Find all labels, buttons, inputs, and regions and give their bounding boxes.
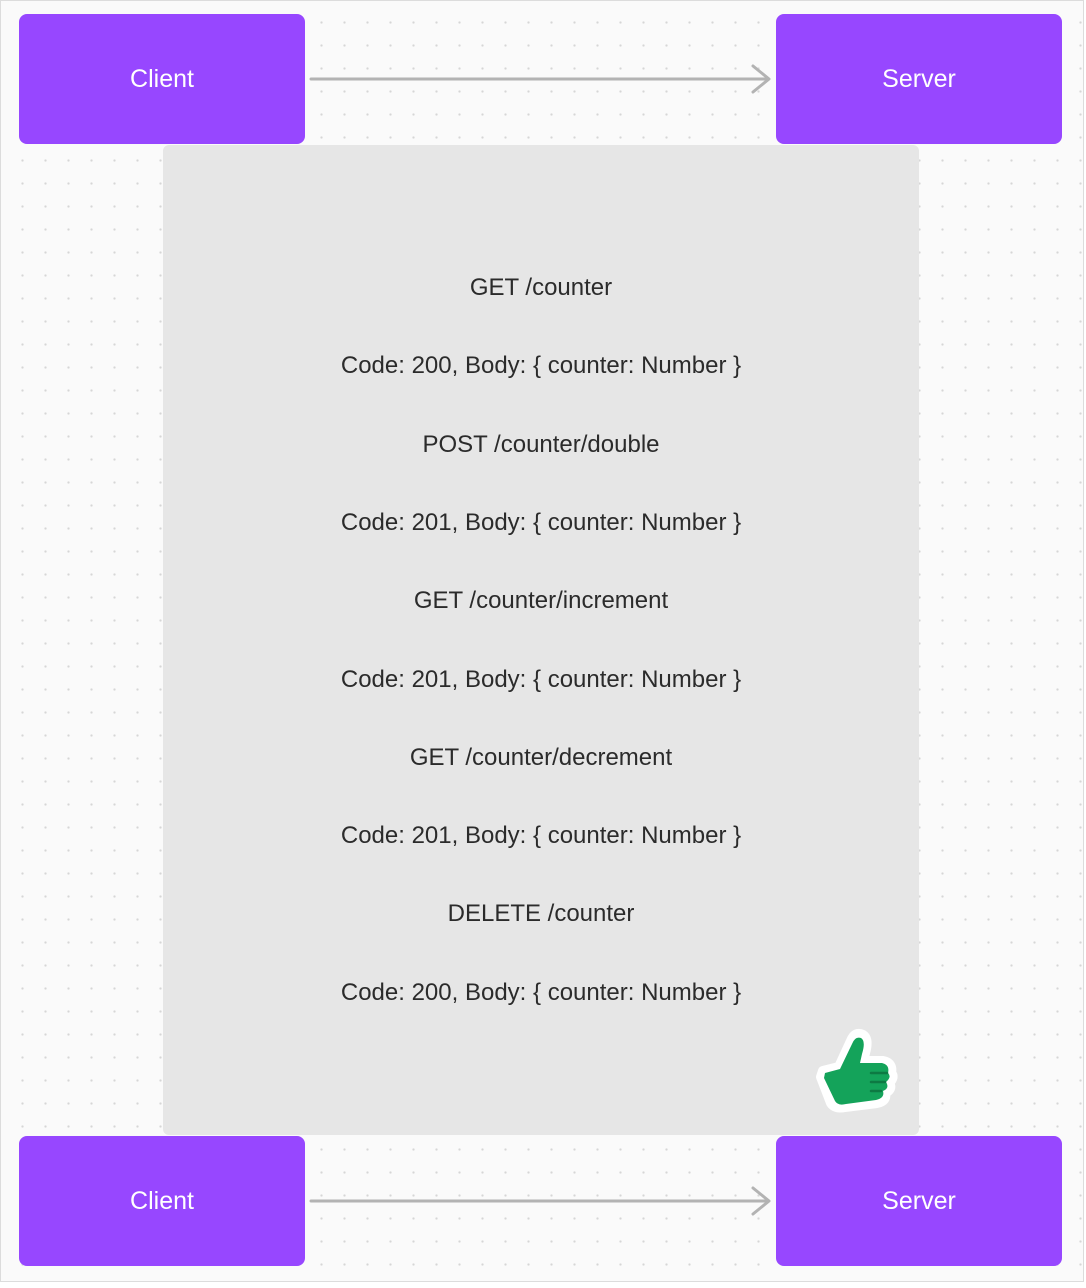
request-get-increment: GET /counter/increment [413, 587, 669, 614]
message-panel [163, 145, 919, 1135]
arrow-right-icon [309, 64, 773, 94]
request-post-double: POST /counter/double [422, 431, 660, 458]
client-node-bottom[interactable] [19, 1136, 305, 1266]
client-label: Client [130, 64, 194, 93]
server-label: Server [882, 1186, 956, 1215]
thumbs-up-icon[interactable] [809, 1023, 899, 1113]
arrow-right-icon [309, 1186, 773, 1216]
response-post-double: Code: 201, Body: { counter: Number } [340, 509, 742, 536]
request-get-counter: GET /counter [469, 274, 613, 301]
server-label: Server [882, 64, 956, 93]
request-get-decrement: GET /counter/decrement [409, 744, 673, 771]
server-node-bottom[interactable] [776, 1136, 1062, 1266]
request-delete-counter: DELETE /counter [447, 900, 635, 927]
client-node-top[interactable] [19, 14, 305, 144]
response-get-decrement: Code: 201, Body: { counter: Number } [340, 822, 742, 849]
client-label: Client [130, 1186, 194, 1215]
response-get-counter: Code: 200, Body: { counter: Number } [340, 352, 742, 379]
server-node-top[interactable] [776, 14, 1062, 144]
response-delete-counter: Code: 200, Body: { counter: Number } [340, 979, 742, 1006]
response-get-increment: Code: 201, Body: { counter: Number } [340, 666, 742, 693]
